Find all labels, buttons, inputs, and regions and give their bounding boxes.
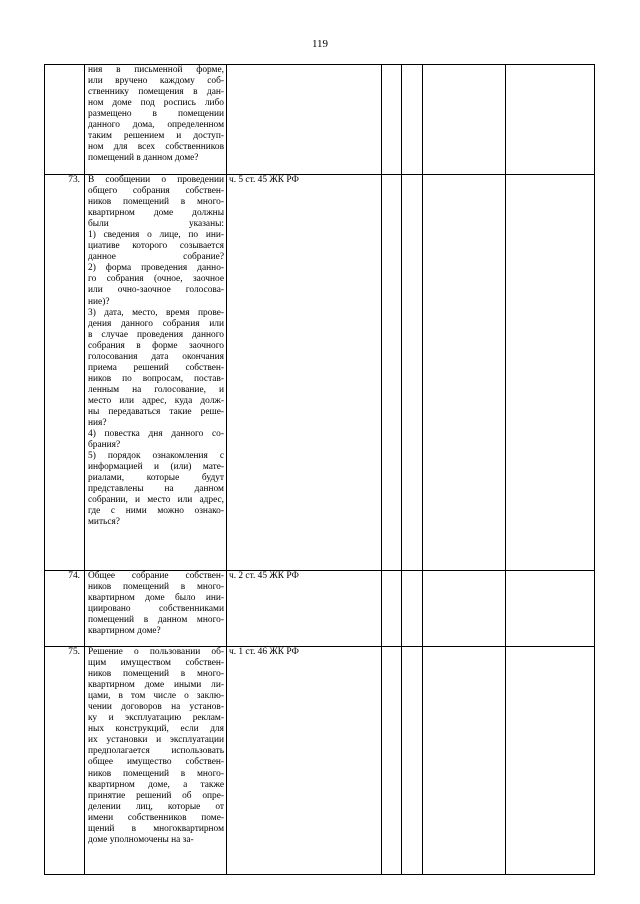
legal-reference: ч. 2 ст. 45 ЖК РФ: [227, 571, 382, 647]
legal-reference: [227, 65, 382, 175]
question-line: имени собственников поме-: [88, 812, 224, 823]
question-line: ников помещений в много-: [88, 197, 224, 208]
question-line: риалами, которые будут: [88, 473, 224, 484]
question-line: данного дома, определенном: [88, 120, 224, 131]
question-line: квартирном доме должны: [88, 208, 224, 219]
question-line: брания?: [88, 440, 121, 451]
table-row: [45, 571, 595, 647]
table-body: [45, 65, 595, 875]
checklist-table: [44, 64, 595, 875]
question-line: ленным на голосование, и: [88, 384, 224, 395]
question-line: ственнику помещения в дан-: [88, 87, 224, 98]
question-line: общего собрания собствен-: [88, 186, 224, 197]
question-line: 4) повестка дня данного со-: [88, 429, 224, 440]
question-line: информацией и (или) мате-: [88, 462, 224, 473]
question-line: ку и эксплуатацию реклам-: [88, 713, 224, 724]
answer-yes-cell: [382, 571, 402, 647]
question-line: место или адрес, куда долж-: [88, 395, 224, 406]
question-line: представлены на данном: [88, 484, 224, 495]
answer-yes-cell: [382, 65, 402, 175]
answer-yes-cell: [382, 175, 402, 571]
question-line: ников помещений в много-: [88, 582, 224, 593]
question-line: предполагается использовать: [88, 746, 224, 757]
question-line: в случае проведения данного: [88, 329, 224, 340]
question-line: 3) дата, место, время прове-: [88, 307, 224, 318]
question-line: голосования дата окончания: [88, 351, 224, 362]
question-text: [85, 571, 227, 647]
question-line: го собрания (очное, заочное: [88, 274, 224, 285]
question-line: миться?: [88, 517, 120, 528]
question-line: Общее собрание собствен-: [88, 571, 224, 581]
question-line: доме уполномочены на за-: [88, 834, 194, 845]
question-line: ных конструкций, если для: [88, 724, 224, 735]
question-line: ны передаваться такие реше-: [88, 406, 224, 417]
legal-reference: ч. 1 ст. 46 ЖК РФ: [227, 647, 382, 875]
question-line: 1) сведения о лице, по ини-: [88, 230, 224, 241]
question-line: квартирном доме, а также: [88, 779, 224, 790]
question-line: их установки и эксплуатации: [88, 735, 224, 746]
comment-cell: [506, 65, 595, 175]
question-line: ние)?: [88, 296, 110, 307]
not-applicable-cell: [423, 175, 506, 571]
question-text: [85, 647, 227, 875]
question-line: или очно-заочное голосова-: [88, 285, 224, 296]
question-line: щений в многоквартирном: [88, 823, 224, 834]
question-line: общее имущество собствен-: [88, 757, 224, 768]
not-applicable-cell: [423, 571, 506, 647]
question-line: ников по вопросам, постав-: [88, 373, 224, 384]
question-line: квартирном доме иными ли-: [88, 680, 224, 691]
question-line: ников помещений в много-: [88, 669, 224, 680]
question-line: 2) форма проведения данно-: [88, 263, 224, 274]
legal-reference: ч. 5 ст. 45 ЖК РФ: [227, 175, 382, 571]
question-line: помещений в данном доме?: [88, 153, 199, 164]
page-number: 119: [311, 38, 329, 50]
question-line: щим имуществом собствен-: [88, 658, 224, 669]
not-applicable-cell: [423, 65, 506, 175]
question-line: квартирном доме было ини-: [88, 593, 224, 604]
item-number: [45, 65, 85, 175]
question-line: 5) порядок ознакомления с: [88, 451, 224, 462]
question-line: таким решением и доступ-: [88, 131, 224, 142]
comment-cell: [506, 175, 595, 571]
question-line: размещено в помещении: [88, 109, 224, 120]
not-applicable-cell: [423, 647, 506, 875]
question-text: [85, 175, 227, 571]
question-line: дения данного собрания или: [88, 318, 224, 329]
question-line: помещений в данном много-: [88, 615, 224, 626]
question-line: собрания в форме заочного: [88, 340, 224, 351]
question-line: ном для всех собственников: [88, 142, 224, 153]
question-line: квартирном доме?: [88, 626, 161, 637]
answer-no-cell: [402, 647, 423, 875]
question-line: В сообщении о проведении: [88, 175, 224, 185]
question-line: Решение о пользовании об-: [88, 647, 224, 657]
question-line: ников помещений в много-: [88, 768, 224, 779]
question-line: ния?: [88, 418, 107, 429]
question-line: чении договоров на установ-: [88, 702, 224, 713]
answer-yes-cell: [382, 647, 402, 875]
comment-cell: [506, 647, 595, 875]
question-line: собрании, и место или адрес,: [88, 495, 224, 506]
table-row: [45, 65, 595, 175]
answer-no-cell: [402, 571, 423, 647]
question-line: были указаны:: [88, 219, 224, 230]
question-line: цами, в том числе о заклю-: [88, 691, 224, 702]
question-line: циировано собственниками: [88, 604, 224, 615]
question-line: приема решений собствен-: [88, 362, 224, 373]
question-line: ном доме под роспись либо: [88, 98, 224, 109]
question-line: делении лиц, которые от: [88, 801, 224, 812]
comment-cell: [506, 571, 595, 647]
question-line: ния в письменной форме,: [88, 65, 224, 75]
question-text: [85, 65, 227, 175]
item-number: 74.: [45, 571, 85, 647]
question-line: данное собрание?: [88, 252, 224, 263]
item-number: 75.: [45, 647, 85, 875]
question-line: циативе которого созывается: [88, 241, 224, 252]
answer-no-cell: [402, 65, 423, 175]
question-line: принятие решений об опре-: [88, 790, 224, 801]
table-row: [45, 647, 595, 875]
table-row: [45, 175, 595, 571]
question-line: где с ними можно ознако-: [88, 506, 224, 517]
item-number: 73.: [45, 175, 85, 571]
question-line: или вручено каждому соб-: [88, 76, 224, 87]
answer-no-cell: [402, 175, 423, 571]
